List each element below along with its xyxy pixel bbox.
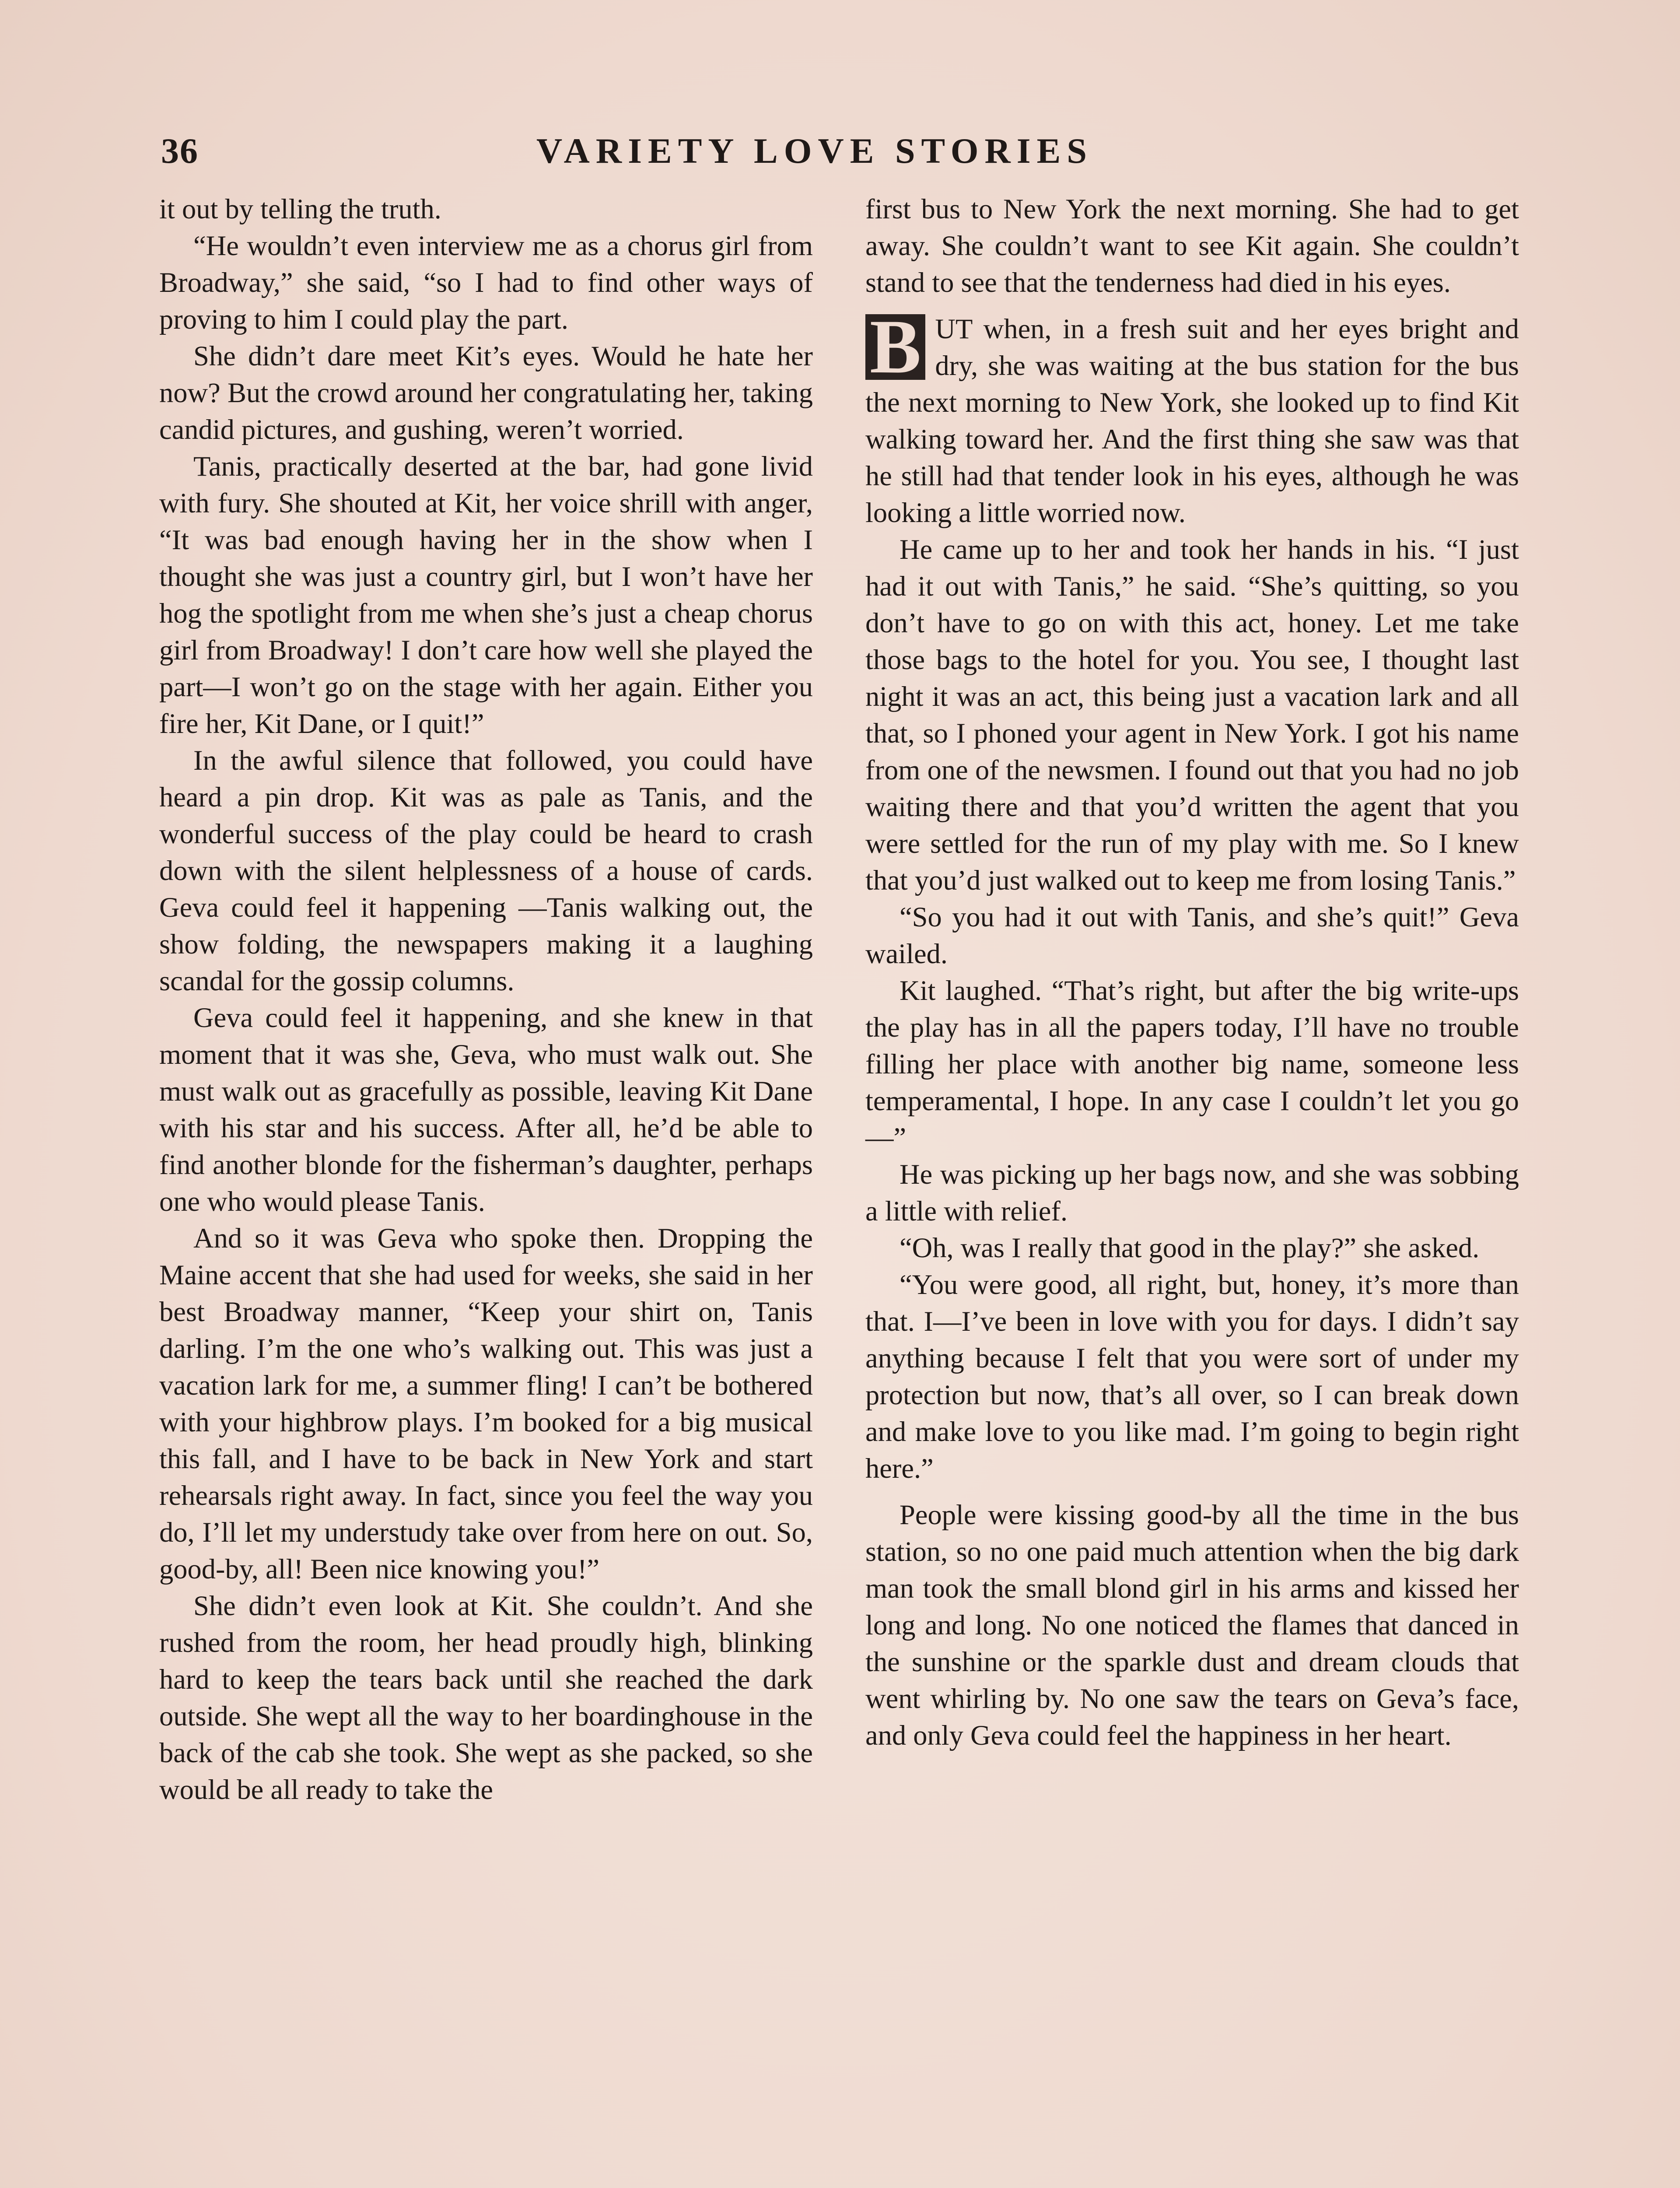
paragraph: In the awful silence that followed, you could have heard a pin drop. Kit was as pale as Tanis, and the wonderful success of the play could be heard to crash down with the silent helplessness of a house of cards. Geva could feel it happening —Tanis walking out, the show folding, the newspapers making it a laughing scandal for the gossip columns. [159, 745, 813, 996]
right-column [865, 191, 1519, 1754]
paragraph: “You were good, all right, but, honey, it’s more than that. I—I’ve been in love with you for days. I didn’t say anything because I felt that you were sort of under my protection but now, that’s all over, so I can break down and make love to you like mad. I’m going to begin right here.” [865, 1269, 1519, 1484]
paragraph: “So you had it out with Tanis, and she’s quit!” Geva wailed. [865, 901, 1519, 969]
paragraph: “Oh, was I really that good in the play?” she asked. [900, 1232, 1480, 1263]
paragraph: He came up to her and took her hands in his. “I just had it out with Tanis,” he said. “She’s quitting, so you don’t have to go on with this act, honey. Let me take those bags to the hotel for you. You see, I thought last night it was an act, this being just a vacation lark and all that, so I phoned your agent in New York. I got his name from one of the newsmen. I found out that you had no job waiting there and that you’d written the agent that you were settled for the run of my play with me. So I knew that you’d just walked out to keep me from losing Tanis.” [865, 534, 1519, 896]
paragraph: She didn’t even look at Kit. She couldn’t. And she rushed from the room, her head proudly high, blinking hard to keep the tears back until she reached the dark outside. She wept all the way to her boardinghouse in the back of the cab she took. She wept as she packed, so she would be all ready to take the [159, 1590, 813, 1805]
page-header [0, 130, 1680, 179]
running-title: VARIETY LOVE STORIES [536, 131, 1093, 171]
paragraph: He was picking up her bags now, and she was sobbing a little with relief. [865, 1159, 1519, 1227]
dropcap-paragraph-text: UT when, in a fresh suit and her eyes bright and dry, she was waiting at the bus station for the bus the next morning to New York, she looked up to find Kit walking toward her. And the first thing she saw was that he still had that tender look in his eyes, although he was looking a little worried now. [865, 313, 1519, 528]
paragraph: Geva could feel it happening, and she knew in that moment that it was she, Geva, who must walk out. She must walk out as gracefully as possible, leaving Kit Dane with his star and his success. After all, he’d be able to find another blonde for the fisherman’s daughter, perhaps one who would please Tanis. [159, 1002, 813, 1217]
paragraph: Kit laughed. “That’s right, but after the big write-ups the play has in all the papers today, I’ll have no trouble filling her place with another big name, someone less temperamental, I hope. In any case I couldn’t let you go—” [865, 975, 1519, 1153]
paragraph: first bus to New York the next morning. She had to get away. She couldn’t want to see Kit again. She couldn’t stand to see that the tenderness had died in his eyes. [865, 193, 1519, 298]
drop-cap: B [865, 314, 925, 380]
dropcap-paragraph [865, 304, 1519, 531]
page-number: 36 [161, 131, 199, 171]
paragraph: And so it was Geva who spoke then. Dropping the Maine accent that she had used for weeks, she said in her best Broadway manner, “Keep your shirt on, Tanis darling. I’m the one who’s walking out. This was just a vacation lark for me, a summer fling! I can’t be bothered with your highbrow plays. I’m booked for a big musical this fall, and I have to be back in New York and start rehearsals right away. In fact, since you feel the way you do, I’ll let my understudy take over from here on out. So, good-by, all! Been nice knowing you!” [159, 1223, 813, 1585]
left-column [159, 191, 813, 1808]
paragraph: She didn’t dare meet Kit’s eyes. Would he hate her now? But the crowd around her congratulating her, taking candid pictures, and gushing, weren’t worried. [159, 340, 813, 445]
paragraph: People were kissing good-by all the time in the bus station, so no one paid much attention when the big dark man took the small blond girl in his arms and kissed her long and long. No one noticed the flames that danced in the sunshine or the sparkle dust and dream clouds that went whirling by. No one saw the tears on Geva’s face, and only Geva could feel the happiness in her heart. [865, 1499, 1519, 1751]
paragraph: it out by telling the truth. [159, 193, 441, 224]
paragraph: “He wouldn’t even interview me as a chorus girl from Broadway,” she said, “so I had to find other ways of proving to him I could play the part. [159, 230, 813, 335]
paragraph: Tanis, practically deserted at the bar, had gone livid with fury. She shouted at Kit, her voice shrill with anger, “It was bad enough having her in the show when I thought she was just a country girl, but I won’t have her hog the spotlight from me when she’s just a cheap chorus girl from Broadway! I don’t care how well she played the part—I won’t go on the stage with her again. Either you fire her, Kit Dane, or I quit!” [159, 451, 813, 739]
